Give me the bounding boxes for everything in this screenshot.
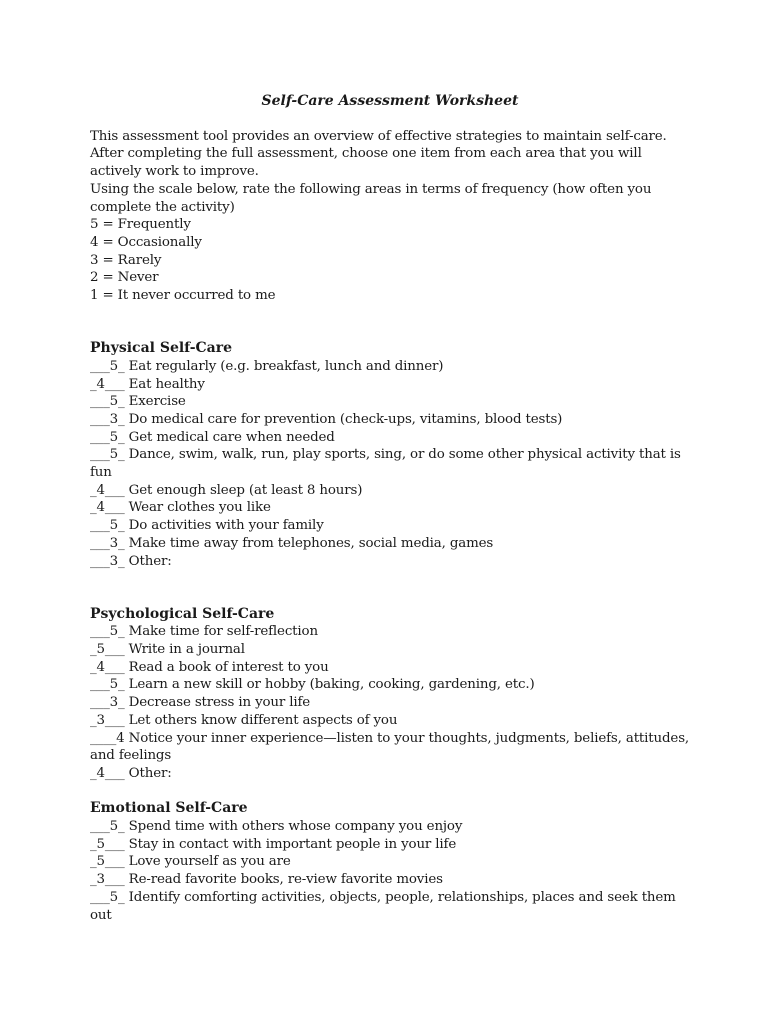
scale-item: 3 = Rarely	[90, 252, 162, 268]
list-item: ___3_ Do medical care for prevention (check-ups, vitamins, blood tests)	[90, 411, 563, 427]
section-title: Physical Self-Care	[90, 340, 232, 357]
scale-item: 5 = Frequently	[90, 217, 191, 233]
rating-scale	[90, 216, 690, 305]
list-item: _3___ Let others know different aspects of you	[90, 712, 398, 728]
item-list	[90, 623, 690, 782]
list-item: ___3_ Decrease stress in your life	[90, 695, 311, 711]
intro-paragraph: This assessment tool provides an overview of effective strategies to maintain self-care. After completing the full assessment, choose one item from each area that you will actively work to improve.	[90, 128, 667, 180]
scale-item: 2 = Never	[90, 270, 159, 286]
list-item: ___5_ Eat regularly (e.g. breakfast, lunch and dinner)	[90, 358, 444, 374]
list-item: ___5_ Spend time with others whose company you enjoy	[90, 819, 463, 835]
section-title: Emotional Self-Care	[90, 800, 248, 817]
list-item: ___3_ Make time away from telephones, social media, games	[90, 535, 494, 551]
list-item: _4___ Get enough sleep (at least 8 hours)	[90, 482, 363, 498]
list-item: ___5_ Identify comforting activities, objects, people, relationships, places and seek them out	[90, 889, 676, 923]
section-psychological	[90, 606, 690, 783]
list-item: ___5_ Get medical care when needed	[90, 429, 335, 445]
list-item: ___5_ Exercise	[90, 394, 186, 410]
list-item: _4___ Wear clothes you like	[90, 500, 271, 516]
list-item: _4___ Read a book of interest to you	[90, 659, 329, 675]
list-item: _5___ Love yourself as you are	[90, 854, 291, 870]
list-item: _5___ Write in a journal	[90, 642, 245, 658]
list-item: ___5_ Do activities with your family	[90, 518, 324, 534]
intro-paragraph: Using the scale below, rate the following areas in terms of frequency (how often you complete the activity)	[90, 181, 652, 215]
list-item: ___5_ Dance, swim, walk, run, play sports, sing, or do some other physical activity that is fun	[90, 447, 681, 481]
section-title: Psychological Self-Care	[90, 605, 275, 622]
list-item: _3___ Re-read favorite books, re-view favorite movies	[90, 872, 443, 888]
worksheet-page	[90, 90, 690, 924]
page-title: Self-Care Assessment Worksheet	[261, 93, 519, 109]
list-item: _4___ Eat healthy	[90, 376, 205, 392]
item-list	[90, 818, 690, 924]
list-item: ___3_ Other:	[90, 553, 172, 569]
scale-item: 4 = Occasionally	[90, 234, 202, 250]
item-list	[90, 358, 690, 570]
intro-text	[90, 128, 690, 217]
section-emotional	[90, 800, 690, 924]
list-item: _4___ Other:	[90, 765, 172, 781]
list-item: ___5_ Make time for self-reflection	[90, 624, 318, 640]
scale-item: 1 = It never occurred to me	[90, 288, 276, 304]
list-item: ____4 Notice your inner experience—listen to your thoughts, judgments, beliefs, attitudes, and feelings	[90, 730, 690, 764]
list-item: _5___ Stay in contact with important people in your life	[90, 836, 457, 852]
list-item: ___5_ Learn a new skill or hobby (baking, cooking, gardening, etc.)	[90, 677, 535, 693]
section-physical	[90, 340, 690, 570]
